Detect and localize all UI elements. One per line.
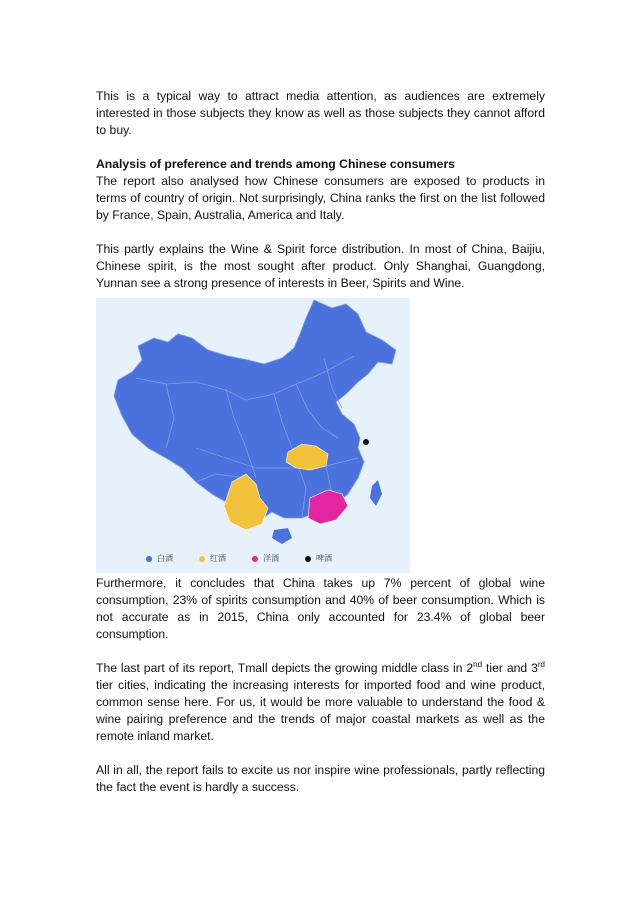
map-region-taiwan	[370, 480, 382, 506]
legend-label: 啤酒	[316, 554, 332, 563]
paragraph-consumption-share: Furthermore, it concludes that China takes up 7% percent of global wine consumption, 23% of spirits consumption and 40% of beer consumption. Which is not accurate as in 2015, China only accounted for 23.4% of global beer consumption.	[96, 576, 545, 641]
china-map-graphic	[96, 298, 410, 573]
legend-item-spirits	[252, 553, 279, 564]
map-marker-beer-shanghai	[363, 439, 369, 445]
legend-item-wine	[199, 553, 226, 564]
legend-label: 白酒	[157, 554, 173, 563]
legend-dot-beer-icon	[305, 556, 311, 562]
china-map-image	[96, 298, 410, 573]
paragraph-country-origin: The report also analysed how Chinese consumers are exposed to products in terms of country of origin. Not surprisingly, China ranks the first on the list followed by France, Spain, Australia, America and Italy.	[96, 174, 545, 222]
legend-label: 红酒	[210, 554, 226, 563]
section-heading: Analysis of preference and trends among Chinese consumers	[96, 157, 455, 171]
legend-item-baijiu	[146, 553, 173, 564]
legend-dot-spirits-icon	[252, 556, 258, 562]
map-region-hainan	[272, 528, 292, 544]
legend-dot-wine-icon	[199, 556, 205, 562]
paragraph-media-attention: This is a typical way to attract media attention, as audiences are extremely interested in those subjects they know as well as those subjects they cannot afford to buy.	[96, 89, 545, 137]
paragraph-distribution: This partly explains the Wine & Spirit force distribution. In most of China, Baijiu, Chinese spirit, is the most sought after product. Only Shanghai, Guangdong, Yunnan see a strong presence of interests in Beer, Spirits and Wine.	[96, 242, 545, 290]
legend-label: 洋酒	[263, 554, 279, 563]
paragraph-conclusion: All in all, the report fails to excite us nor inspire wine professionals, partly reflecting the fact the event is hardly a success.	[96, 763, 545, 794]
document-body	[96, 88, 545, 796]
legend-dot-baijiu-icon	[146, 556, 152, 562]
map-legend	[146, 553, 332, 564]
paragraph-middle-class: The last part of its report, Tmall depicts the growing middle class in 2nd tier and 3rd tier cities, indicating the increasing interests for imported food and wine product, common sense here. For us, it would be more valuable to understand the food & wine pairing preference and the trends of major coastal markets as well as the remote inland market.	[96, 659, 545, 743]
legend-item-beer	[305, 553, 332, 564]
